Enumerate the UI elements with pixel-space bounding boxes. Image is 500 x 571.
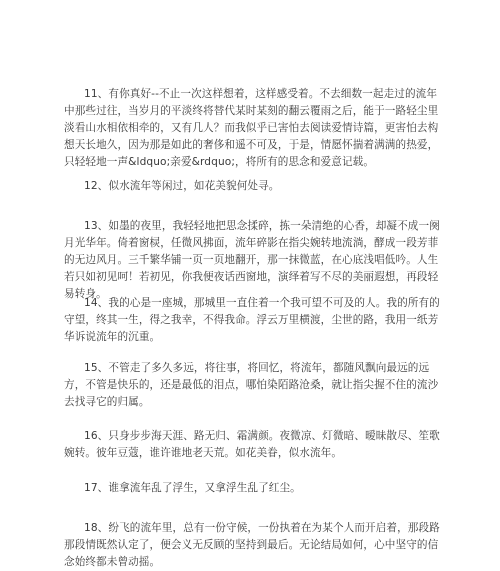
paragraph-13: 13、如墨的夜里，我轻轻地把思念揉碎，拣一朵清绝的心香，却凝不成一阕月光华年。倚着窗棂，任微风拂面，流年碎影在指尖婉转地流淌，酵成一段芳菲的无边风月。三千繁华铺一页一页地翻开，那一抹微蓝，在心底浅唱低吟。人生若只如初见呵！若初见，你我便夜话西窗地，演绎着写不尽的美丽遐想，再段轻易转身。 (64, 220, 440, 300)
paragraph-15: 15、不管走了多久多远，将往事，将回忆，将流年，都随风飘向最远的远方，不管是快乐的，还是最低的泪点，哪怕染陌路沧桑，就让指尖握不住的流沙去找寻它的归属。 (64, 362, 439, 408)
paragraph-17: 17、谁拿流年乱了浮生，又拿浮生乱了红尘。 (84, 482, 301, 494)
paragraph-14: 14、我的心是一座城，那城里一直住着一个我可望不可及的人。我的所有的守望，终其一生，得之我幸，不得我命。浮云万里横渡，尘世的路，我用一纸芳华诉说流年的沉重。 (64, 297, 440, 343)
paragraph-16: 16、只身步步海天涯、路无归、霜满颜。夜微凉、灯微暗、暧昧散尽、笙歌婉转。彼年豆蔻，谁许谁地老天荒。如花美眷，似水流年。 (64, 430, 440, 459)
paragraph-11: 11、有你真好--不止一次这样想着，这样感受着。不去细数一起走过的流年中那些过往，当岁月的平淡终将替代某时某刻的翻云覆雨之后，能于一路轻尘里淡看山水相依相牵的，又有几人？而我似乎已害怕去阅读爱情诗篇，更害怕去构想天长地久，因为那是如此的奢侈和遥不可及，于是，情愿怀揣着满满的热爱，只轻轻地一声&ldquo;亲爱&rdquo;，将所有的思念和爱意记载。 (64, 88, 439, 168)
paragraph-18: 18、纷飞的流年里，总有一份守候，一份执着在为某个人而开启着，那段路那段情既然认定了，便会义无反顾的坚持到最后。无论结局如何，心中坚守的信念始终都未曾动摇。 (64, 522, 440, 568)
paragraph-12: 12、似水流年等闲过，如花美貌何处寻。 (84, 180, 280, 192)
